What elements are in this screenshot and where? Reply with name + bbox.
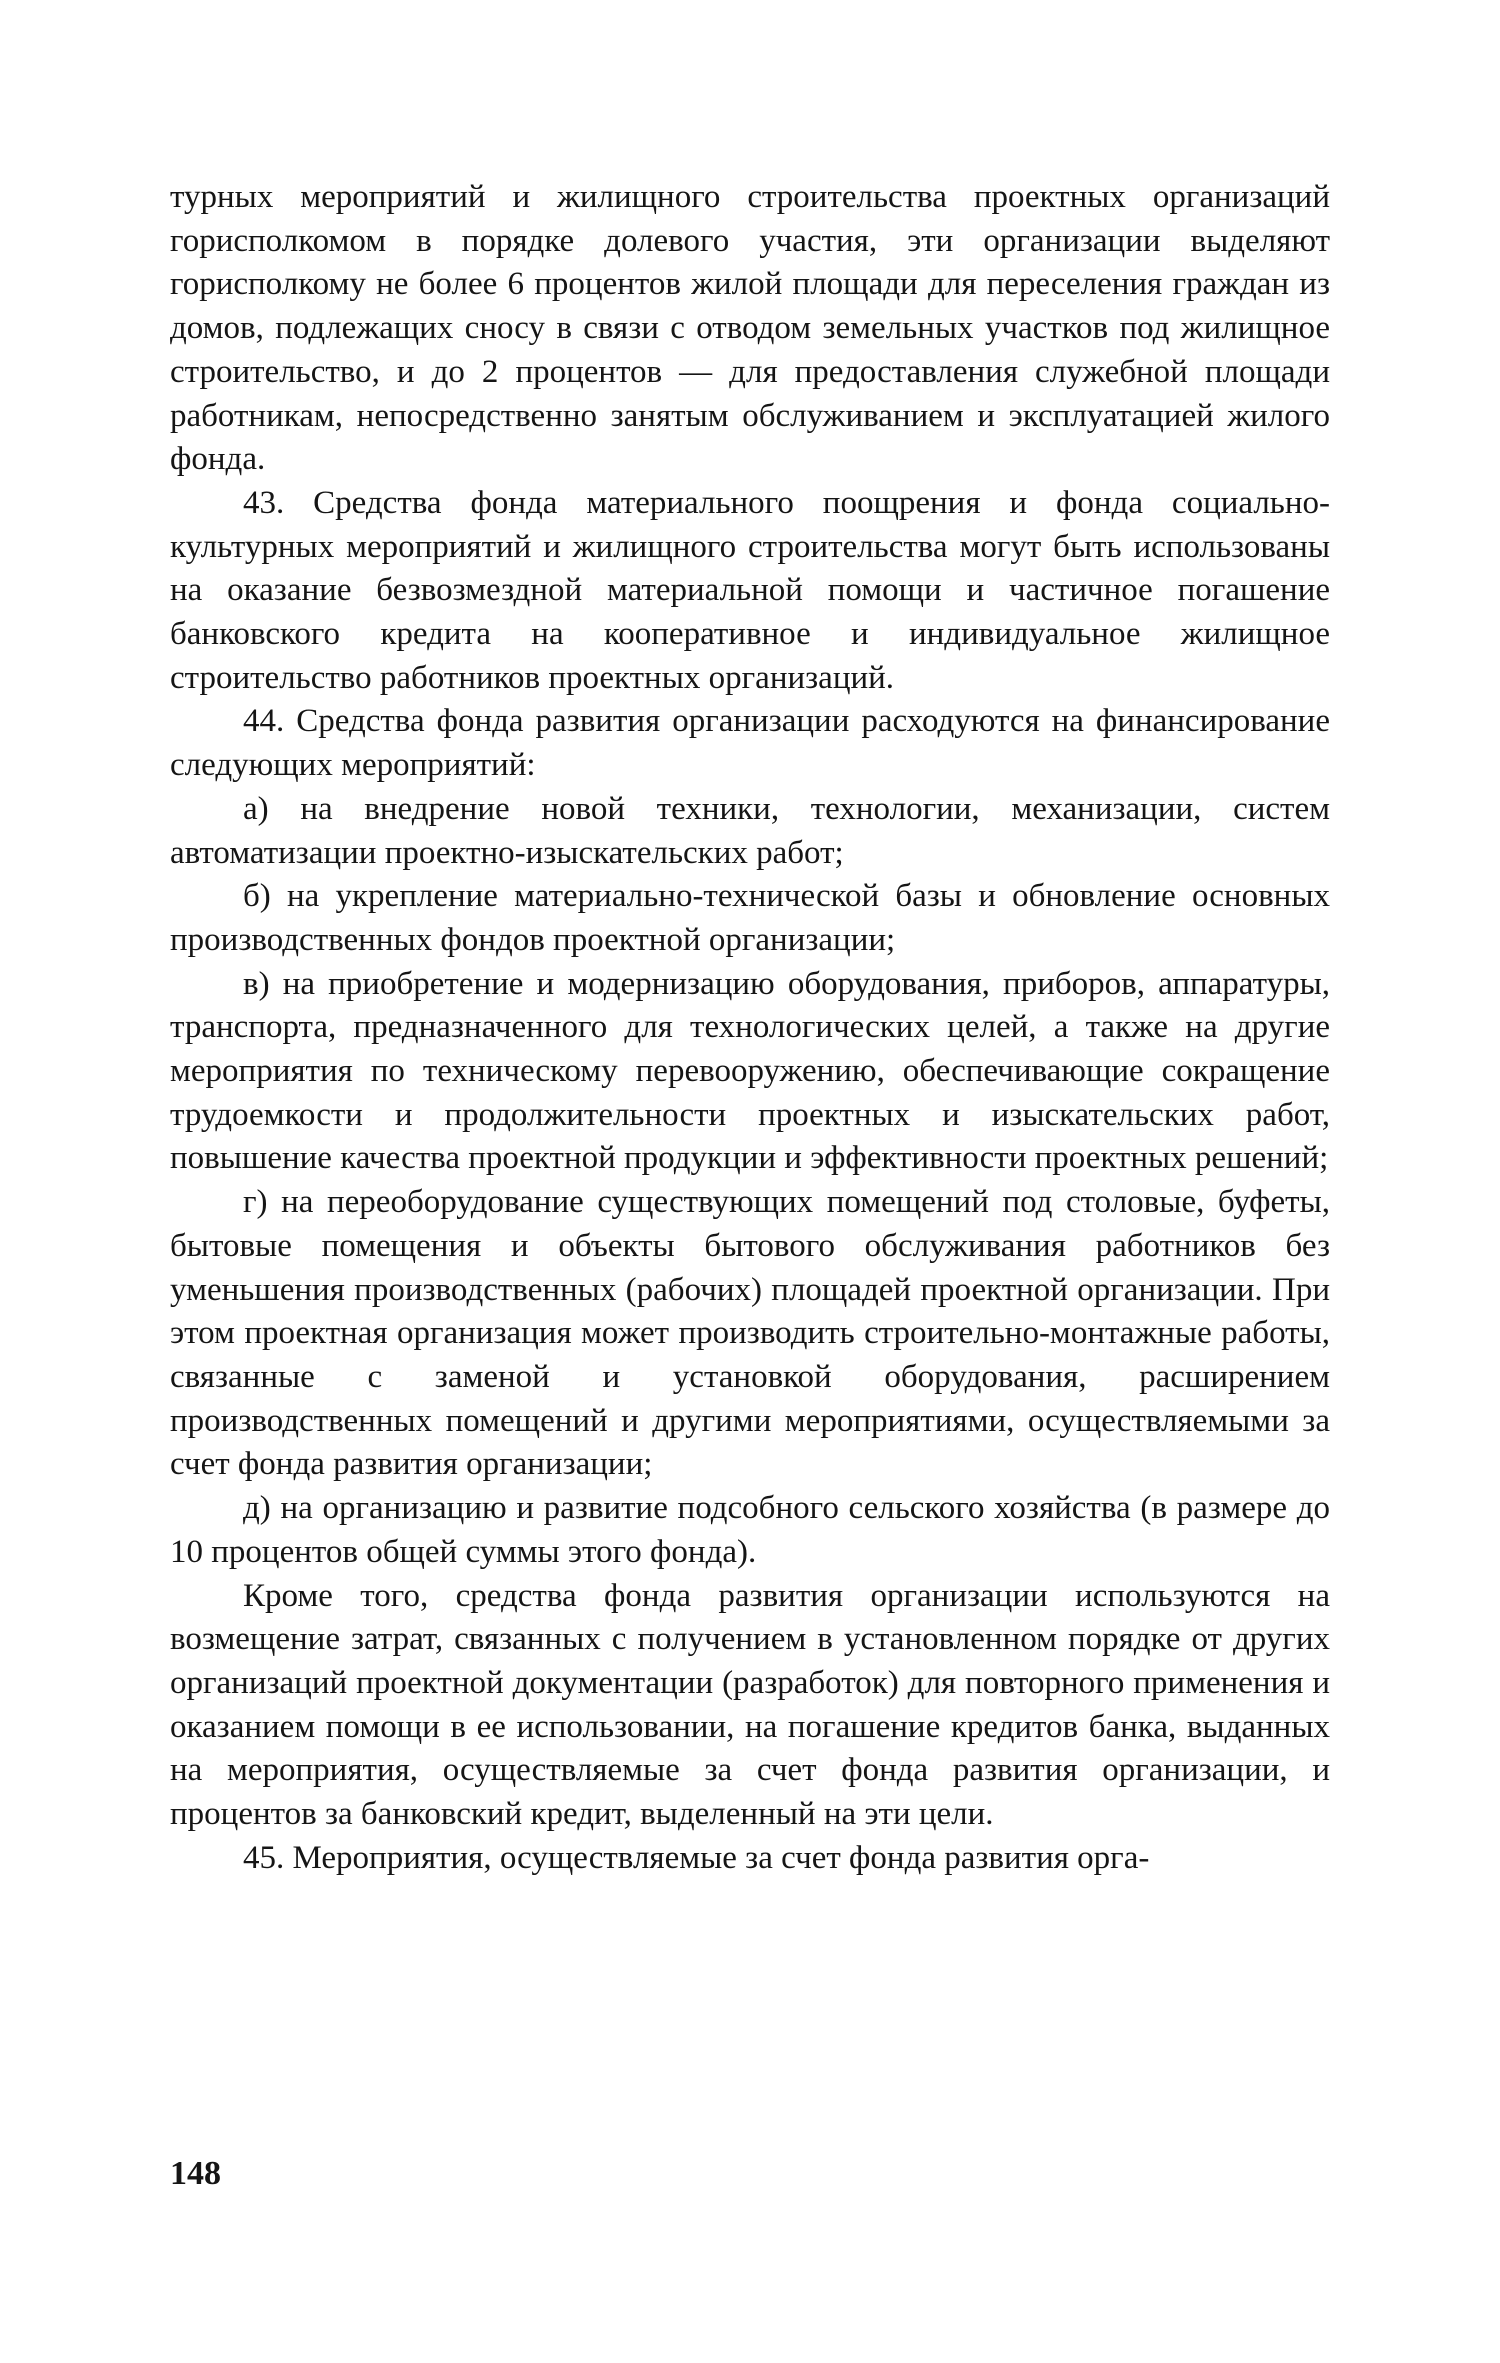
page-body — [170, 176, 1330, 1880]
list-item-v: в) на приобретение и модернизацию оборудования, приборов, аппаратуры, транспорта, предназначенного для технологических целей, а также на другие мероприятия по техническому перевооружению, обеспечивающие сокращение трудоемкости и продолжительности проектных и изыскательских работ, повышение качества проектной продукции и эффективности проектных решений; — [170, 965, 1330, 1177]
paragraph-continuation: турных мероприятий и жилищного строительства проектных организаций горисполкомом в порядке долевого участия, эти организации выделяют горисполкому не более 6 процентов жилой площади для переселения граждан из домов, подлежащих сносу в связи с отводом земельных участков под жилищное строительство, и до 2 процентов — для предоставления служебной площади работникам, непосредственно занятым обслуживанием и эксплуатацией жилого фонда. — [170, 179, 1330, 478]
list-item-b: б) на укрепление материально-технической базы и обновление основных производственных фондов проектной организации; — [170, 878, 1330, 958]
list-item-a: а) на внедрение новой техники, технологии, механизации, систем автоматизации проектно-изыскательских работ; — [170, 790, 1330, 871]
paragraph-43: 43. Средства фонда материального поощрения и фонда социально-культурных мероприятий и жилищного строительства могут быть использованы на оказание безвозмездной материальной помощи и частичное погашение банковского кредита на кооперативное и индивидуальное жилищное строительство работников проектных организаций. — [170, 484, 1330, 696]
list-item-d: д) на организацию и развитие подсобного сельского хозяйства (в размере до 10 процентов общей суммы этого фонда). — [170, 1490, 1330, 1570]
paragraph-44-additional: Кроме того, средства фонда развития организации используются на возмещение затрат, связанных с получением в установленном порядке от других организаций проектной документации (разработок) для повторного применения и оказанием помощи в ее использовании, на погашение кредитов банка, выданных на мероприятия, осуществляемые за счет фонда развития организации, и процентов за банковский кредит, выделенный на эти цели. — [170, 1577, 1330, 1833]
list-item-g: г) на переоборудование существующих помещений под столовые, буфеты, бытовые помещения и объекты бытового обслуживания работников без уменьшения производственных (рабочих) площадей проектной организации. При этом проектная организация может производить строительно-монтажные работы, связанные с заменой и установкой оборудования, расширением производственных помещений и другими мероприятиями, осуществляемыми за счет фонда развития организации; — [170, 1184, 1330, 1483]
paragraph-45: 45. Мероприятия, осуществляемые за счет фонда развития орга- — [243, 1839, 1150, 1876]
page-number: 148 — [170, 2155, 221, 2192]
paragraph-44: 44. Средства фонда развития организации расходуются на финансирование следующих мероприятий: — [170, 703, 1330, 784]
